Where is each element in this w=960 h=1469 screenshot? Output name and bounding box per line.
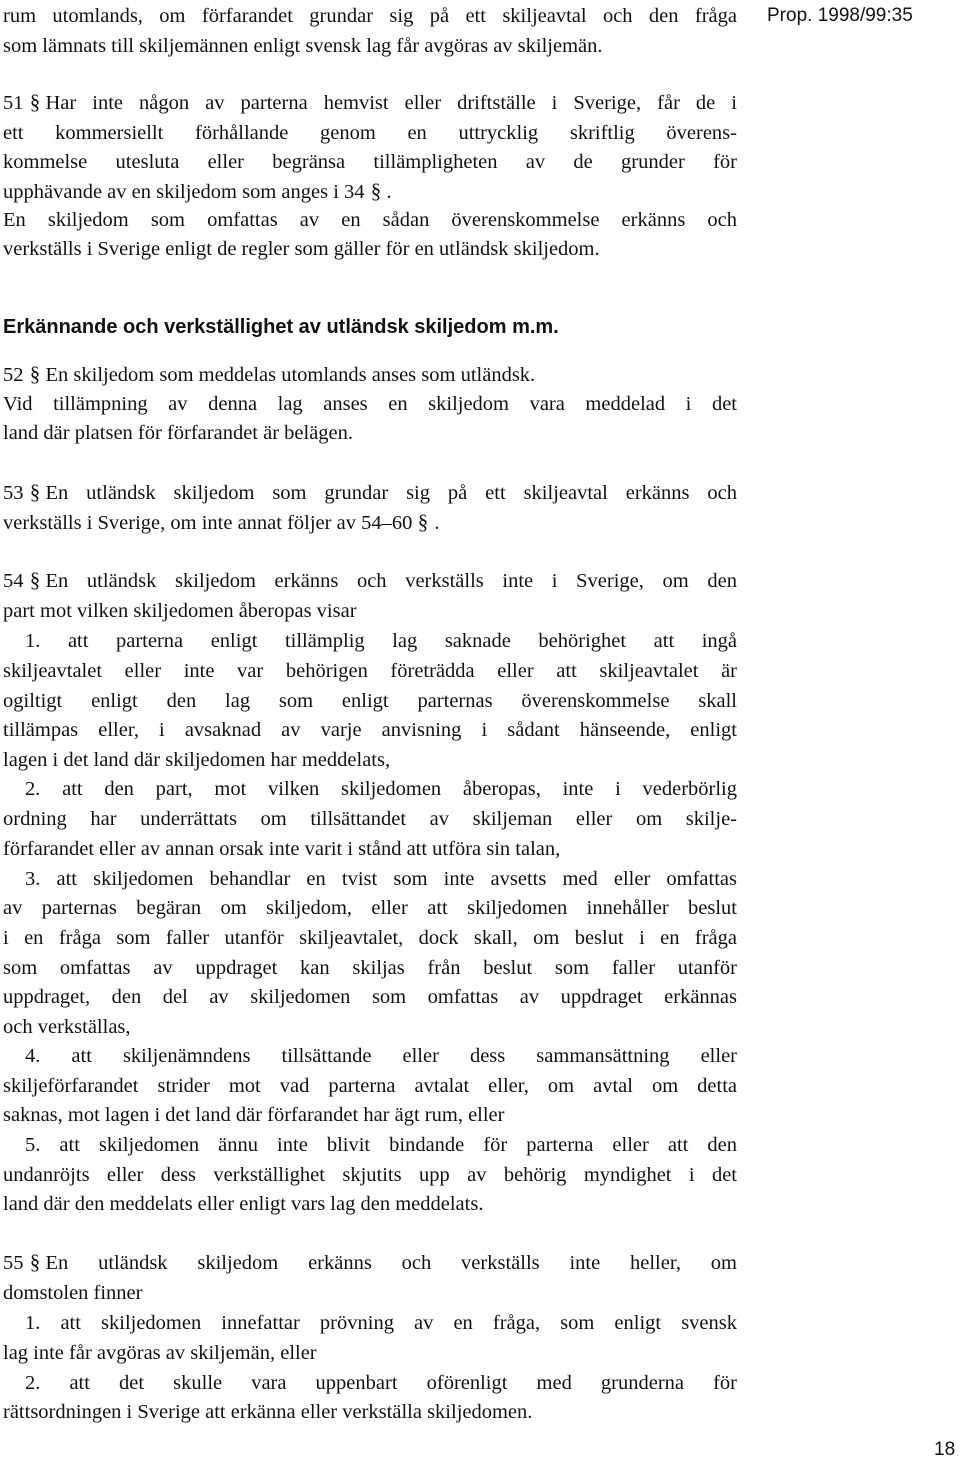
section-54-line-2: part mot vilken skiljedomen åberopas visar <box>3 600 357 622</box>
section-52-line-3: land där platsen för förfarandet är belägen. <box>3 422 354 444</box>
section-51-text-4: upphävande av en skiljedom som anges i 34 <box>3 181 365 203</box>
svg-text:§: § <box>29 480 40 504</box>
section-55-line-2: domstolen finner <box>3 1282 143 1304</box>
section-52-line-1 <box>3 360 737 390</box>
section-54-item-1-line: 1. att parterna enligt tillämplig lag saknade behörighet att ingå <box>25 630 737 652</box>
section-55-line-1 <box>3 1248 737 1278</box>
section-54-item-3-line: och verkställas, <box>3 1016 131 1038</box>
section-sign-icon <box>366 178 386 204</box>
section-51-line-3: kommelse utesluta eller begränsa tillämpligheten av de grunder för <box>3 151 737 173</box>
section-54-number: 54 <box>3 570 24 592</box>
section-54-item-3-line: i en fråga som faller utanför skiljeavtalet, dock skall, om beslut i en fråga <box>3 927 737 949</box>
section-sign-icon <box>25 567 45 593</box>
section-55-item-2-line: 2. att det skulle vara uppenbart oförenligt med grunderna för <box>25 1372 737 1394</box>
section-52-line-2: Vid tillämpning av denna lag anses en skiljedom vara meddelad i det <box>3 393 737 415</box>
svg-text:§: § <box>418 510 429 534</box>
section-53-line-1 <box>3 478 737 508</box>
section-54-item-1-line: ogiltigt enligt den lag som enligt parternas överenskommelse skall <box>3 690 737 712</box>
section-53-text-1: En utländsk skiljedom som grundar sig på ett skiljeavtal erkänns och <box>45 482 737 504</box>
svg-text:§: § <box>370 179 381 203</box>
proposition-reference: Prop. 1998/99:35 <box>767 5 913 26</box>
section-55-number: 55 <box>3 1252 24 1274</box>
section-54-item-4-line: saknas, mot lagen i det land där förfarandet har ägt rum, eller <box>3 1104 505 1126</box>
section-53-line-2 <box>3 508 737 538</box>
continuation-line-1: rum utomlands, om förfarandet grundar sig på ett skiljeavtal och den fråga <box>3 5 737 27</box>
section-52-number: 52 <box>3 364 24 386</box>
section-sign-icon <box>25 361 45 387</box>
section-55-item-1-line: 1. att skiljedomen innefattar prövning av en fråga, som enligt svensk <box>25 1312 737 1334</box>
section-54-item-3-line: uppdraget, den del av skiljedomen som omfattas av uppdraget erkännas <box>3 986 737 1008</box>
section-53-number: 53 <box>3 482 24 504</box>
section-51-line-4 <box>3 177 737 207</box>
svg-text:§: § <box>29 1250 40 1274</box>
section-54-item-3-line: som omfattas av uppdraget kan skiljas från beslut som faller utanför <box>3 957 737 979</box>
section-54-item-2-line: 2. att den part, mot vilken skiljedomen åberopas, inte i vederbörlig <box>25 778 737 800</box>
section-51-line-5: En skiljedom som omfattas av en sådan överenskommelse erkänns och <box>3 209 737 231</box>
section-54-text-1: En utländsk skiljedom erkänns och verkställs inte i Sverige, om den <box>45 570 737 592</box>
section-54-item-3-line: 3. att skiljedomen behandlar en tvist som inte avsetts med eller omfattas <box>25 868 737 890</box>
section-54-item-1-line: skiljeavtalet eller inte var behörigen företrädda eller att skiljeavtalet är <box>3 660 737 682</box>
section-54-item-2-line: förfarandet eller av annan orsak inte varit i stånd att utföra sin talan, <box>3 838 561 860</box>
section-54-item-1-line: lagen i det land där skiljedomen har meddelats, <box>3 749 391 771</box>
section-54-line-1 <box>3 566 737 596</box>
section-54-item-5-line: land där den meddelats eller enligt vars lag den meddelats. <box>3 1193 484 1215</box>
svg-text:§: § <box>29 90 40 114</box>
section-51-line-2: ett kommersiellt förhållande genom en uttrycklig skriftlig överens- <box>3 122 737 144</box>
page-number: 18 <box>934 1439 956 1460</box>
section-54-item-2-line: ordning har underrättats om tillsättandet av skiljeman eller om skilje- <box>3 808 737 830</box>
section-55-item-2-line: rättsordningen i Sverige att erkänna eller verkställa skiljedomen. <box>3 1401 533 1423</box>
section-52-text-1: En skiljedom som meddelas utomlands anses som utländsk. <box>45 364 536 386</box>
section-54-item-3-line: av parternas begäran om skiljedom, eller att skiljedomen innehåller beslut <box>3 897 737 919</box>
section-sign-icon <box>25 1249 45 1275</box>
section-sign-icon <box>413 509 433 535</box>
svg-text:§: § <box>29 568 40 592</box>
continuation-line-2: som lämnats till skiljemännen enligt svensk lag får avgöras av skiljemän. <box>3 35 603 57</box>
section-54-item-4-line: 4. att skiljenämndens tillsättande eller dess sammansättning eller <box>25 1045 737 1067</box>
section-54-item-1-line: tillämpas eller, i avsaknad av varje anvisning i sådant hänseende, enligt <box>3 719 737 741</box>
section-sign-icon <box>25 89 45 115</box>
section-54-item-5-line: undanröjts eller dess verkställighet skjutits upp av behörig myndighet i det <box>3 1164 737 1186</box>
section-51-text-1: Har inte någon av parterna hemvist eller driftställe i Sverige, får de i <box>45 92 737 114</box>
section-54-item-5-line: 5. att skiljedomen ännu inte blivit bindande för parterna eller att den <box>25 1134 737 1156</box>
section-51-text-4-end: . <box>386 181 392 203</box>
section-53-text-2-end: . <box>434 512 440 534</box>
section-51-line-6: verkställs i Sverige enligt de regler som gäller för en utländsk skiljedom. <box>3 238 600 260</box>
section-heading: Erkännande och verkställighet av utländsk skiljedom m.m. <box>3 316 559 338</box>
section-55-text-1: En utländsk skiljedom erkänns och verkställs inte heller, om <box>45 1252 737 1274</box>
section-53-text-2: verkställs i Sverige, om inte annat följer av 54–60 <box>3 512 413 534</box>
section-51-line-1 <box>3 88 737 118</box>
svg-text:§: § <box>29 362 40 386</box>
section-54-item-4-line: skiljeförfarandet strider mot vad parterna avtalat eller, om avtal om detta <box>3 1075 737 1097</box>
section-sign-icon <box>25 479 45 505</box>
section-51-number: 51 <box>3 92 24 114</box>
section-55-item-1-line: lag inte får avgöras av skiljemän, eller <box>3 1342 317 1364</box>
